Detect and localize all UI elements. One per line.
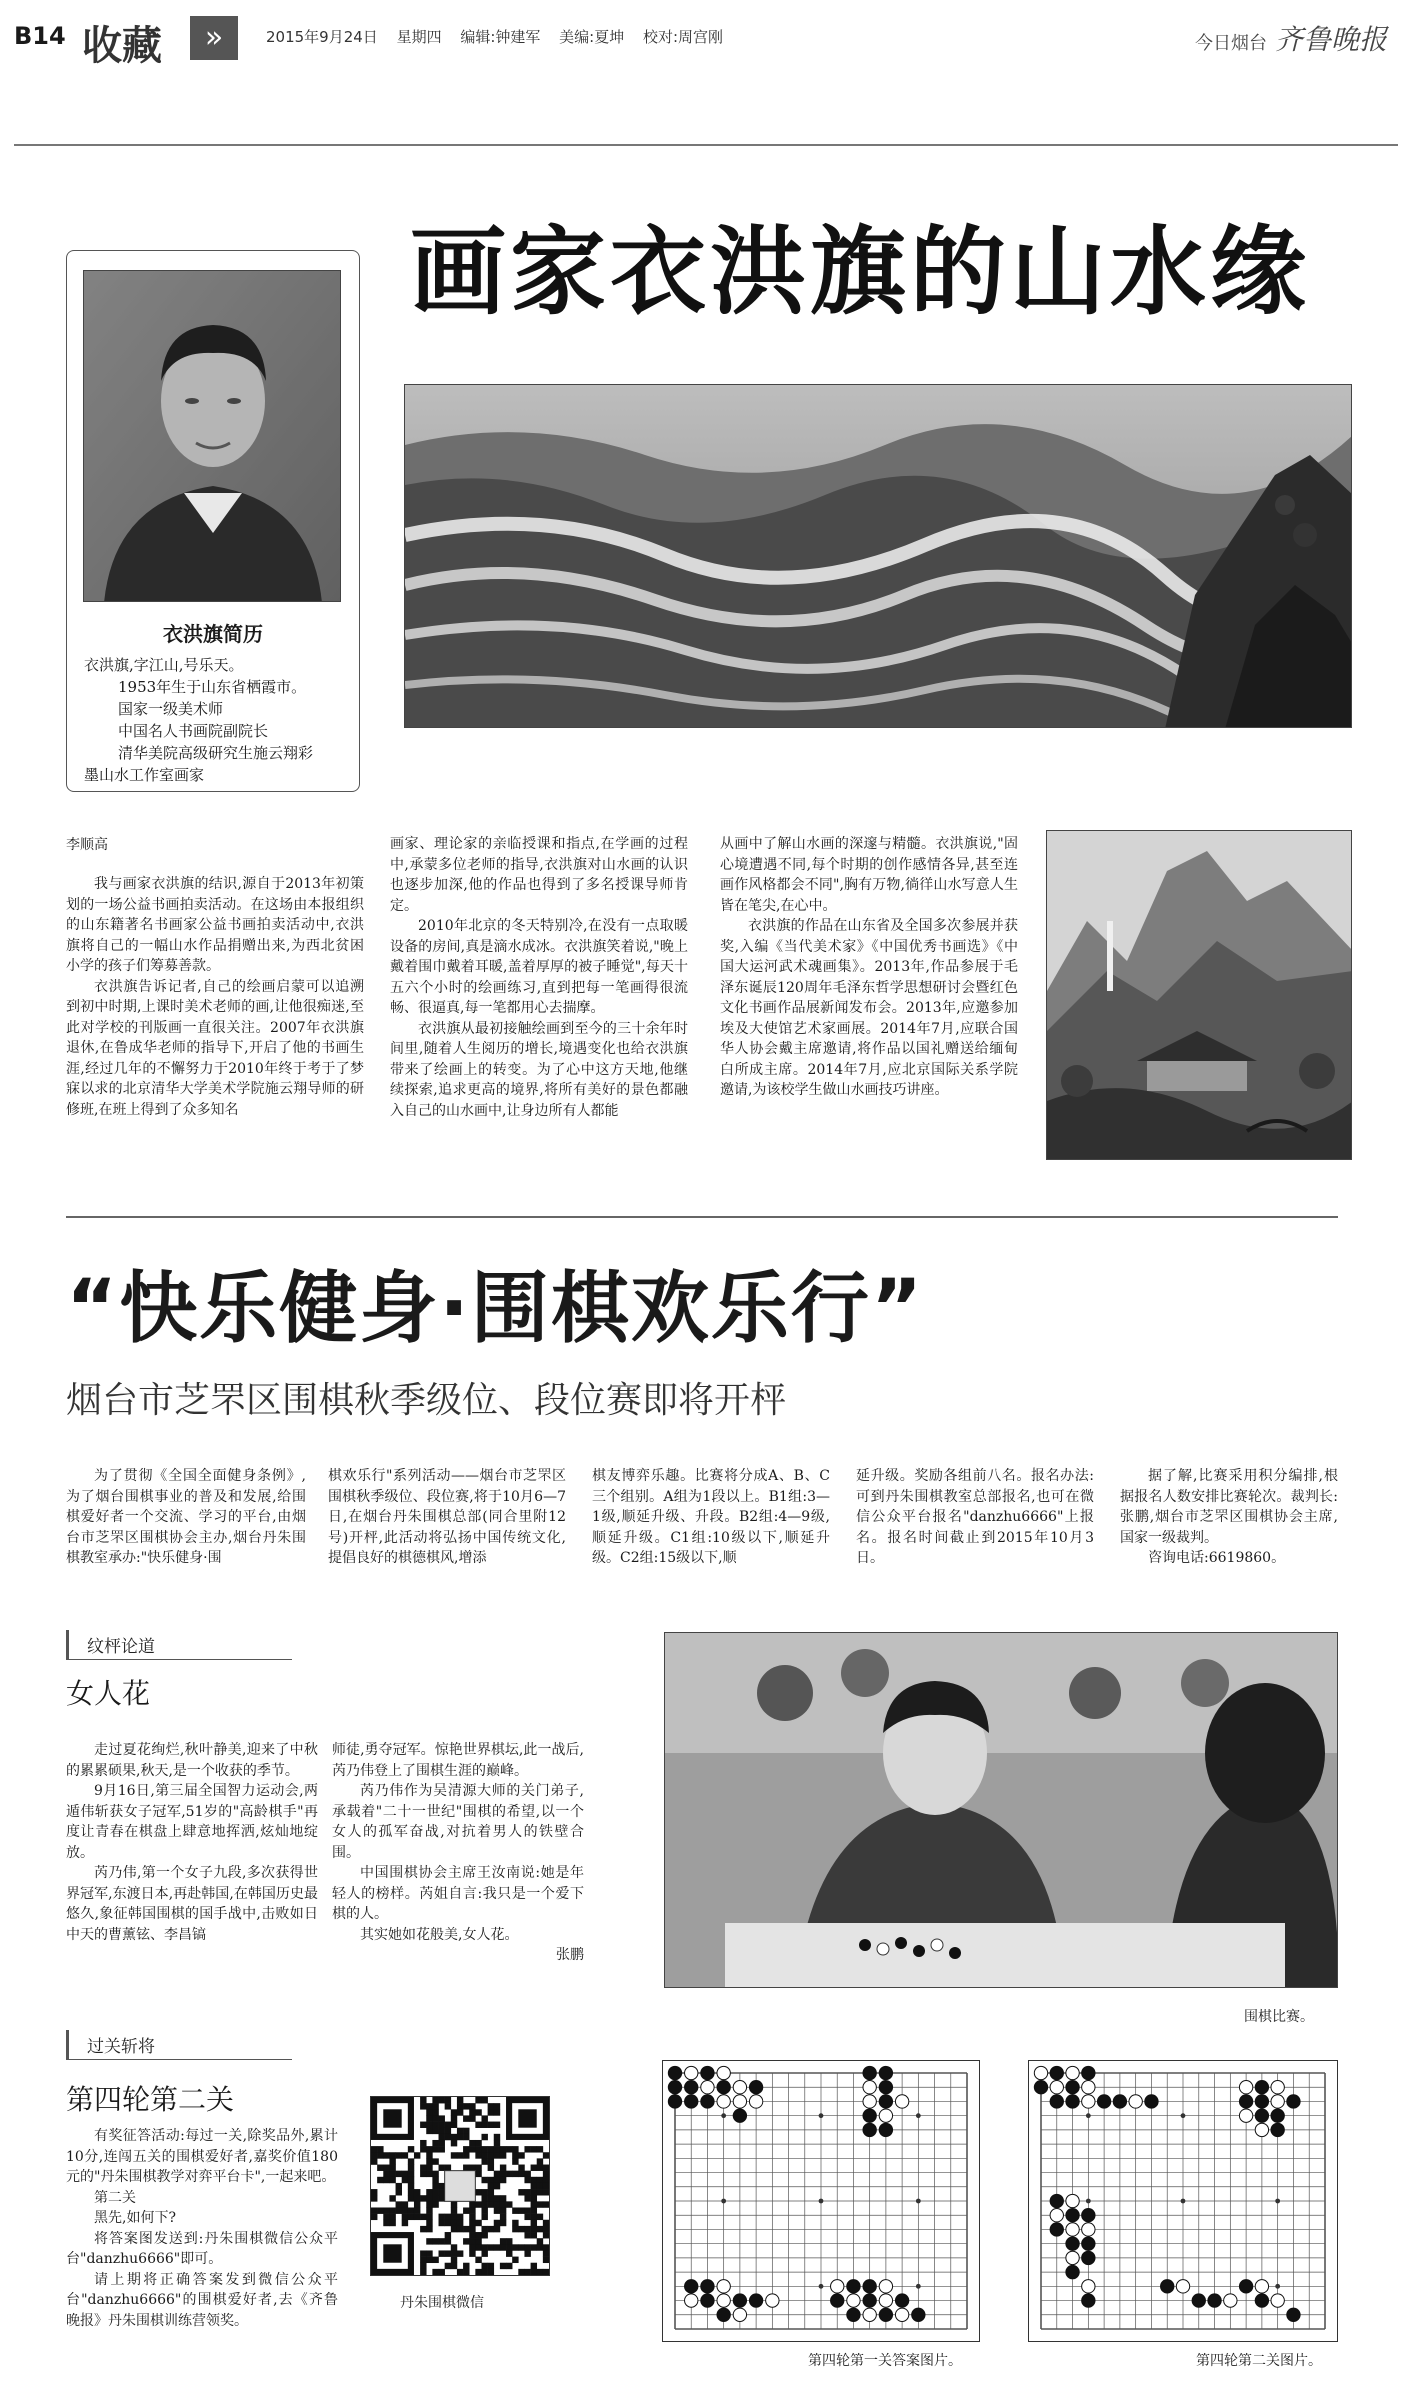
paragraph: 有奖征答活动:每过一关,除奖品外,累计10分,连闯五关的围棋爱好者,嘉奖价值180元的"丹朱围棋教学对弈平台卡",一起来吧。 (66, 2128, 338, 2185)
column-text-2 (332, 1740, 584, 1966)
paragraph: 从画中了解山水画的深邃与精髓。衣洪旗说,"固心境遭遇不同,每个时期的创作感情各异,甚至连画作风格都会不同",胸有万物,徜徉山水写意人生皆在笔尖,在心中。 (720, 836, 1018, 914)
event-column-1: 为了贯彻《全国全面健身条例》,为了烟台围棋事业的普及和发展,给围棋爱好者一个交流、学习的平台,由烟台市芝罘区围棋协会主办,烟台丹朱围棋教室承办:"快乐健身·围 (66, 1468, 306, 1566)
paragraph: 画家、理论家的亲临授课和指点,在学画的过程中,承蒙多位老师的指导,衣洪旗对山水画的认识也逐步加深,他的作品也得到了多名授课导师肯定。 (390, 836, 688, 914)
paragraph: 黑先,如何下? (94, 2210, 176, 2226)
board2-caption: 第四轮第二关图片。 (1196, 2353, 1322, 2369)
bio-line: 衣洪旗,字江山,号乐天。 (84, 656, 244, 674)
article-column-2 (390, 834, 688, 1121)
paragraph: 请上期将正确答案发到微信公众平台"danzhu6666"的围棋爱好者,去《齐鲁晚报》丹朱围棋训练营领奖。 (66, 2271, 338, 2329)
bio-line: 墨山水工作室画家 (84, 766, 205, 784)
article-author: 李顺高 (66, 837, 108, 853)
paragraph: 衣洪旗告诉记者,自己的绘画启蒙可以追溯到初中时期,上课时美术老师的画,让他很痴迷,至此对学校的刊版画一直很关注。2007年衣洪旗退休,在鲁成华老师的指导下,开启了他的书画生涯,经过几年的不懈努力于2010年终于考于了梦寐以求的北京清华大学美术学院施云翔导师的研修班,在班上得到了众多知名 (66, 978, 364, 1118)
go-board-answer (662, 2060, 980, 2342)
landscape-painting-waves (404, 384, 1352, 728)
event-column-3: 棋友博弈乐趣。比赛将分成A、B、C三个组别。A组为1段以上。B1组:3—1级,顺延升级、升段。B2组:4—9级,顺延升级。C1组:10级以下,顺延升级。C2组:15级以下,顺 (592, 1468, 830, 1566)
bio-line: 国家一级美术师 (118, 700, 224, 718)
bio-title: 衣洪旗简历 (163, 622, 263, 646)
paragraph: 9月16日,第三届全国智力运动会,两遁伟斩获女子冠军,51岁的"高龄棋手"再度让青春在棋盘上肆意地挥洒,炫灿地绽放。 (66, 1783, 318, 1861)
column-signature: 张鹏 (556, 1947, 584, 1963)
double-chevron-icon: » (190, 16, 238, 60)
qr-code (370, 2096, 550, 2276)
event-column-5 (1120, 1466, 1338, 1569)
bio-line: 中国名人书画院副院长 (118, 722, 269, 740)
contest-title: 第四轮第二关 (66, 2083, 235, 2116)
newspaper-logo: 齐鲁晚报 (1274, 23, 1387, 56)
board1-caption: 第四轮第一关答案图片。 (808, 2353, 962, 2369)
contact-phone: 咨询电话:6619860。 (1148, 1550, 1286, 1566)
paragraph: 衣洪旗从最初接触绘画到至今的三十余年时间里,随着人生阅历的增长,境遇变化也给衣洪旗带来了绘画上的转变。为了心中这方天地,他继续探索,追求更高的境界,将所有美好的景色都融入自己的山水画中,让身边所有人都能 (390, 1020, 688, 1119)
paragraph: 走过夏花绚烂,秋叶静美,迎来了中秋的累累硕果,秋天,是一个收获的季节。 (66, 1742, 318, 1779)
header-divider (14, 144, 1398, 146)
section-divider (66, 1216, 1338, 1218)
paragraph: 芮乃伟作为吴清源大师的关门弟子,承载着"二十一世纪"围棋的希望,以一个女人的孤军奋战,对抗着男人的铁壁合围。 (332, 1783, 584, 1861)
landscape-painting-mountains (1046, 830, 1352, 1160)
column-title: 女人花 (66, 1677, 151, 1710)
column-rubric: 纹枰论道 (66, 1630, 292, 1660)
paragraph: 衣洪旗的作品在山东省及全国多次参展并获奖,入编《当代美术家》《中国优秀书画选》《中国大运河武术魂画集》。2013年,作品参展于毛泽东诞辰120周年毛泽东哲学思想研讨会暨红色文化书画作品展新闻发布会。2013年,应邀参加埃及大使馆艺术家画展。2014年7月,应联合国华人协会戴主席邀请,将作品以国礼赠送给缅甸白所成主席。2014年7月,应北京国际关系学院邀请,为该校学生做山水画技巧讲座。 (720, 918, 1018, 1098)
column-text-1 (66, 1740, 318, 1945)
paragraph: 据了解,比赛采用积分编排,根据报名人数安排比赛轮次。裁判长:张鹏,烟台市芝罘区围棋协会主席,国家一级裁判。 (1120, 1468, 1338, 1546)
photo-caption: 围棋比赛。 (1244, 2009, 1314, 2025)
paragraph: 芮乃伟,第一个女子九段,多次获得世界冠军,东渡日本,再赴韩国,在韩国历史最悠久,象征韩国围棋的国手战中,击败如日中天的曹薰铉、李昌镐 (66, 1865, 318, 1943)
bio-line: 1953年生于山东省栖霞市。 (118, 678, 307, 696)
brand-area (1195, 18, 1387, 58)
section-title: 收藏 (82, 23, 162, 69)
issue-meta: 2015年9月24日 星期四 编辑:钟建军 美编:夏坤 校对:周宫刚 (266, 28, 724, 46)
event-title: “快乐健身·围棋欢乐行” (66, 1264, 925, 1354)
portrait-photo (83, 270, 341, 602)
contest-rubric: 过关斩将 (66, 2030, 292, 2060)
paragraph: 中国围棋协会主席王汝南说:她是年轻人的榜样。芮姐自言:我只是一个爱下棋的人。 (332, 1865, 584, 1922)
go-board-problem (1028, 2060, 1338, 2342)
page-number: B14 (14, 22, 66, 50)
brand-label: 今日烟台 (1194, 33, 1267, 54)
paragraph: 2010年北京的冬天特别冷,在没有一点取暖设备的房间,真是滴水成冰。衣洪旗笑着说,"晚上戴着围巾戴着耳暖,盖着厚厚的被子睡觉",每天十五六个小时的绘画练习,直到把每一笔画得很流畅、很逼真,每一笔都用心去揣摩。 (390, 918, 688, 1016)
event-subtitle: 烟台市芝罘区围棋秋季级位、段位赛即将开枰 (66, 1380, 787, 1421)
event-column-2: 棋欢乐行"系列活动——烟台市芝罘区围棋秋季级位、段位赛,将于10月6—7日,在烟台丹朱围棋总部(同合里附12号)开枰,此活动将弘扬中国传统文化,提倡良好的棋德棋风,增添 (328, 1468, 566, 1566)
bio-list (84, 654, 350, 786)
paragraph: 将答案图发送到:丹朱围棋微信公众平台"danzhu6666"即可。 (66, 2230, 338, 2267)
paragraph: 第二关 (94, 2189, 136, 2206)
paragraph: 其实她如花般美,女人花。 (360, 1926, 519, 1943)
contest-text (66, 2126, 338, 2331)
bio-line: 清华美院高级研究生施云翔彩 (118, 744, 314, 762)
article-column-3 (720, 834, 1018, 1101)
event-column-4: 延升级。奖励各组前八名。报名办法:可到丹朱围棋教室总部报名,也可在微信公众平台报名"danzhu6666"上报名。报名时间截止到2015年10月3日。 (856, 1468, 1094, 1566)
qr-caption: 丹朱围棋微信 (400, 2295, 484, 2311)
article-title: 画家衣洪旗的山水缘 (410, 216, 1310, 328)
go-match-photo (664, 1632, 1338, 1988)
paragraph: 我与画家衣洪旗的结识,源自于2013年初策划的一场公益书画拍卖活动。在这场由本报组织的山东籍著名书画家公益书画拍卖活动中,衣洪旗将自己的一幅山水作品捐赠出来,为西北贫困小学的孩子们筹募善款。 (66, 876, 364, 974)
paragraph: 师徒,勇夺冠军。惊艳世界棋坛,此一战后,芮乃伟登上了围棋生涯的巅峰。 (332, 1742, 584, 1779)
article-column-1 (66, 874, 364, 1120)
